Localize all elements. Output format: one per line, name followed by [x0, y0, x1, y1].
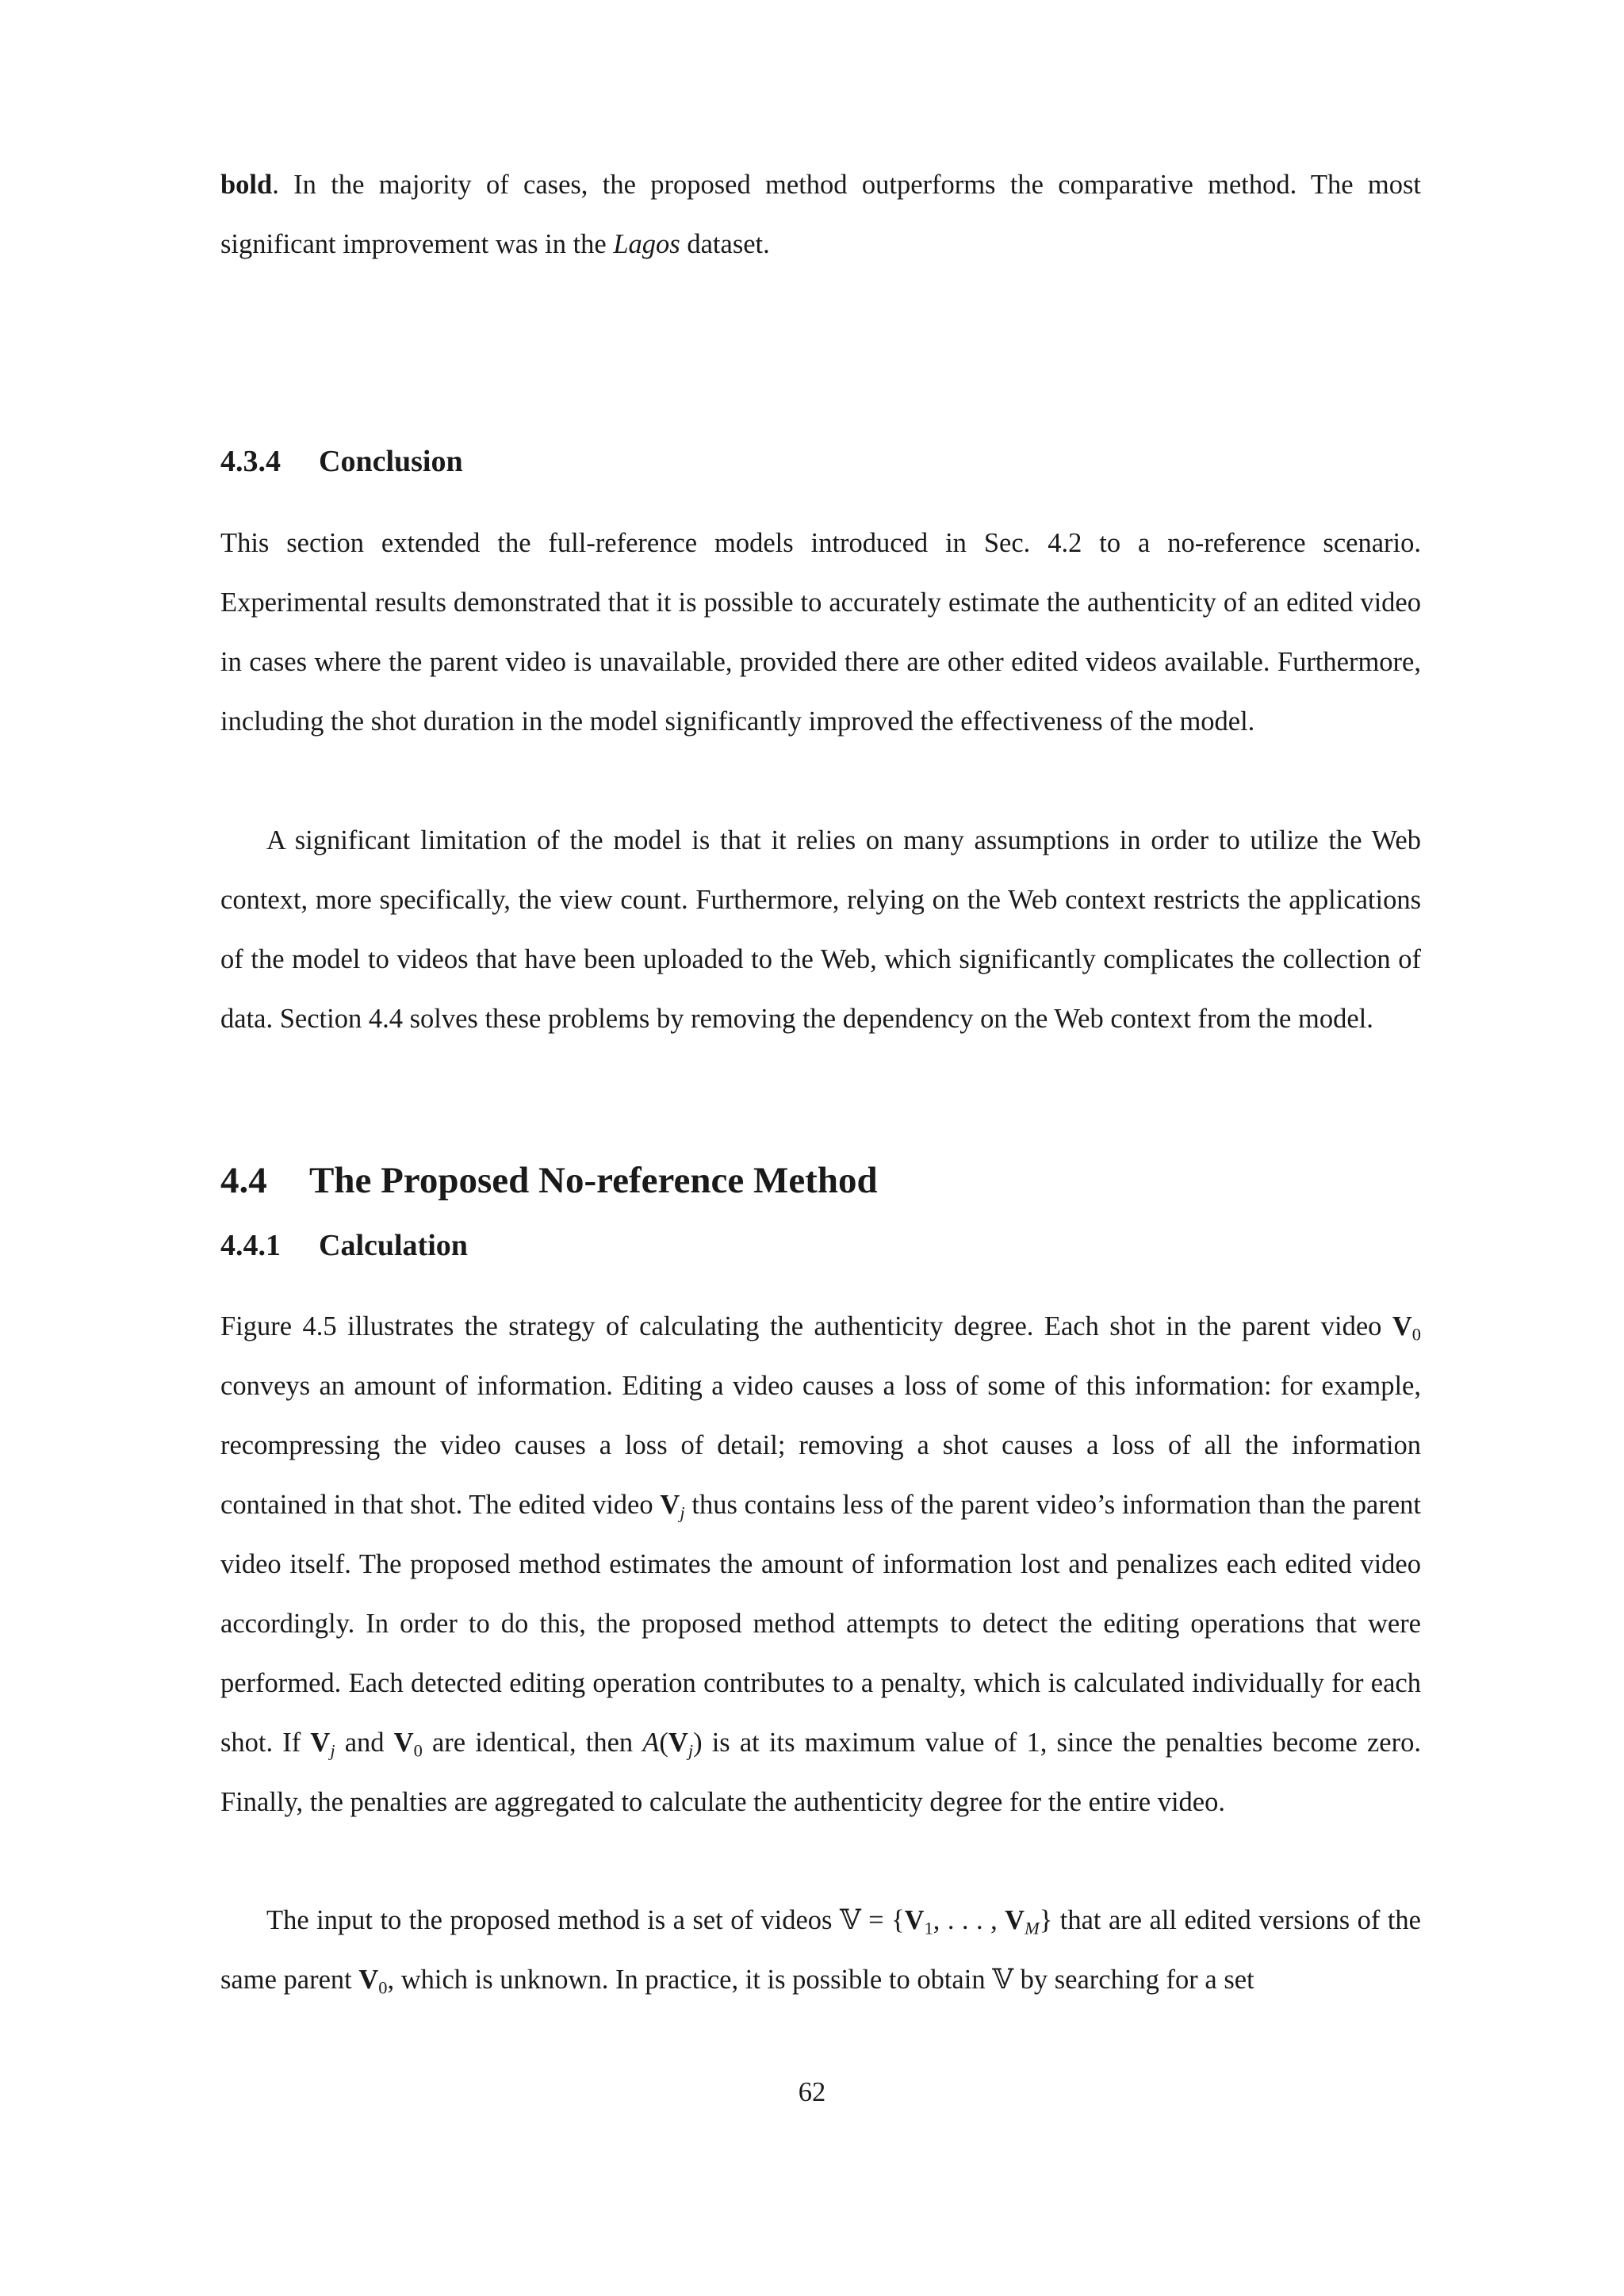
page-number: 62	[798, 2077, 826, 2107]
conclusion-paragraph-1: This section extended the full-reference models introduced in Sec. 4.2 to a no-reference scenario. Experimental results demonstrated that it is possible to accurately estimate the authenticity of an edited video in cases where the parent video is unavailable, provided there are other edited videos available. Furthermore, including the shot duration in the model significantly improved the effectiveness of the model.	[220, 528, 1421, 737]
section-title: Conclusion	[319, 445, 463, 478]
bold-word: bold	[220, 170, 273, 200]
section-heading-4-4	[220, 1159, 878, 1202]
conclusion-paragraph-2: A significant limitation of the model is that it relies on many assumptions in order to utilize the Web context, more specifically, the view count. Furthermore, relying on the Web context restricts the applications of the model to videos that have been uploaded to the Web, which significantly complicates the collection of data. Section 4.4 solves these problems by removing the dependency on the Web context from the model.	[220, 825, 1421, 1034]
section-title: The Proposed No-reference Method	[309, 1160, 878, 1201]
subsection-heading-4-4-1	[220, 1228, 468, 1263]
section-number: 4.4	[220, 1160, 267, 1201]
continued-paragraph: bold. In the majority of cases, the proposed method outperforms the comparative method. The most significant improvement was in the Lagos dataset.	[220, 170, 1421, 259]
section-number: 4.3.4	[220, 445, 281, 478]
section-number: 4.4.1	[220, 1229, 281, 1262]
section-title: Calculation	[319, 1229, 468, 1262]
calculation-paragraph-1: Figure 4.5 illustrates the strategy of calculating the authenticity degree. Each shot in the parent video $V_0$ conveys an amount of information. Editing a video causes a loss of some of this information: for example, recompressing the video causes a loss of detail; removing a shot causes a loss of all the information contained in that shot. The edited video $V_j$ thus contains less of the parent video’s information than the parent video itself. The proposed method estimates the amount of information lost and penalizes each edited video accordingly. In order to do this, the proposed method attempts to detect the editing operations that were performed. Each detected editing operation contributes to a penalty, which is calculated individually for each shot. If $V_j$ and $V_0$ are identical, then $A(V_j)$ is at its maximum value of 1, since the penalties become zero. Finally, the penalties are aggregated to calculate the authenticity degree for the entire video.	[220, 1311, 1421, 1817]
calculation-paragraph-2: The input to the proposed method is a set of videos 𝕍 = {$V_1$, . . . , $V_M$} that are all edited versions of the same parent $V_0$, which is unknown. In practice, it is possible to obtain 𝕍 by searching for a set	[220, 1905, 1421, 1998]
subsection-heading-4-3-4	[220, 444, 463, 479]
dataset-name: Lagos	[613, 229, 680, 259]
